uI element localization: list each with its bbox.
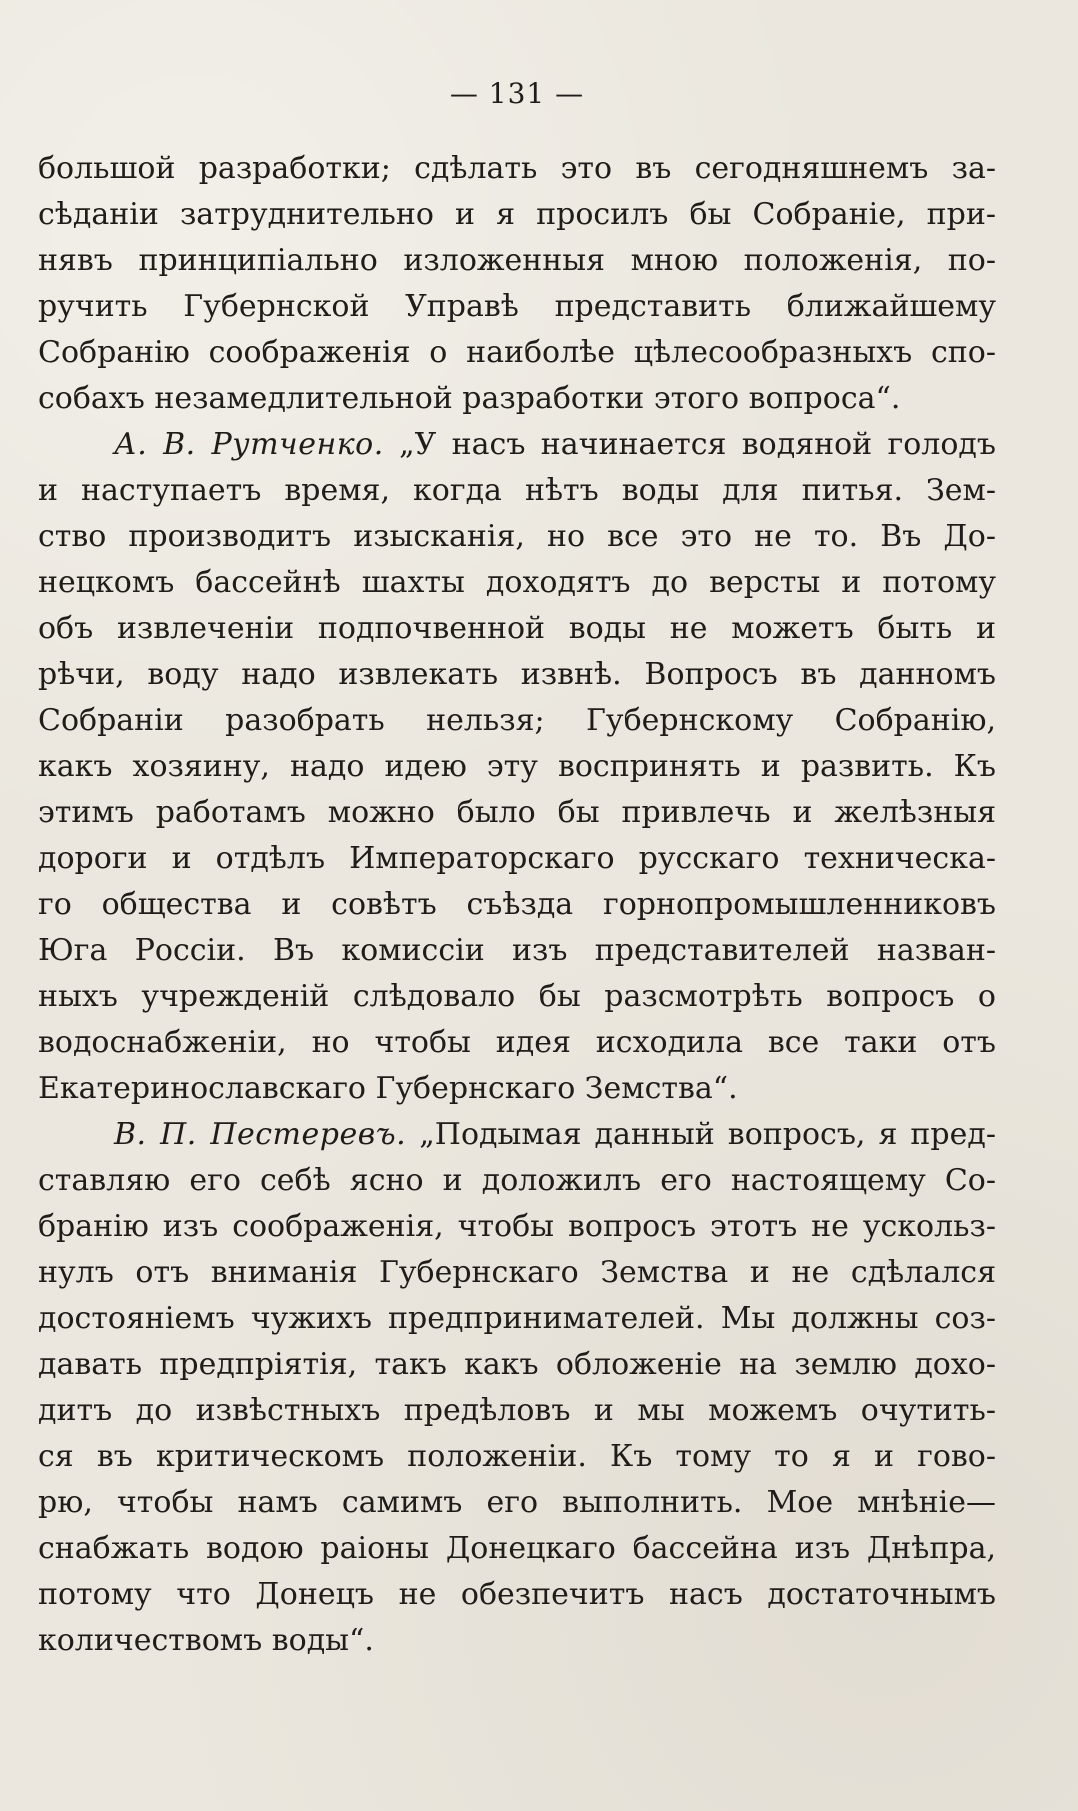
text-line: нулъ отъ вниманія Губернскаго Земства и не сдѣлался [38,1255,996,1290]
text-line: этимъ работамъ можно было бы привлечь и желѣзныя [38,795,996,830]
text-line: снабжать водою раіоны Донецкаго бассейна изъ Днѣпра, [38,1531,996,1566]
text-line: дороги и отдѣлъ Императорскаго русскаго техническа- [38,841,996,876]
body-text [38,146,996,1664]
text-line: Екатеринославскаго Губернскаго Земства“. [38,1071,738,1106]
text-line: собахъ незамедлительной разработки этого вопроса“. [38,381,901,416]
text-line: потому что Донецъ не обезпечитъ насъ достаточнымъ [38,1577,996,1612]
speaker-line [38,422,996,468]
speaker-name: А. В. Рутченко. [114,427,384,462]
text-line: Юга Россіи. Въ комиссіи изъ представителей назван- [38,933,996,968]
text-line: нецкомъ бассейнѣ шахты доходятъ до версты и потому [38,565,996,600]
text-line: ство производитъ изысканія, но все это не то. Въ До- [38,519,996,554]
speaker-line [38,1112,996,1158]
text-line: ныхъ учрежденій слѣдовало бы разсмотрѣть вопросъ о [38,979,996,1014]
text-line: и наступаетъ время, когда нѣтъ воды для питья. Зем- [38,473,996,508]
text-line: рѣчи, воду надо извлекать извнѣ. Вопросъ въ данномъ [38,657,996,692]
text-line: количествомъ воды“. [38,1623,374,1658]
text-line: Собраніи разобрать нельзя; Губернскому Собранію, [38,703,996,738]
text-line: объ извлеченіи подпочвенной воды не можетъ быть и [38,611,996,646]
speech-start: „Подымая данный вопросъ, я пред- [419,1117,996,1152]
text-line: го общества и совѣтъ съѣзда горнопромышленниковъ [38,887,996,922]
text-line: рю, чтобы намъ самимъ его выполнить. Мое мнѣніе— [38,1485,996,1520]
text-line: ставляю его себѣ ясно и доложилъ его настоящему Со- [38,1163,996,1198]
text-line: какъ хозяину, надо идею эту воспринять и развить. Къ [38,749,996,784]
page-number: — 131 — [449,77,585,110]
speech-start: „У насъ начинается водяной голодъ [399,427,996,462]
text-line: ся въ критическомъ положеніи. Къ тому то я и гово- [38,1439,996,1474]
text-line: нявъ принципіально изложенныя мною положенія, по- [38,243,996,278]
text-line: Собранію соображенія о наиболѣе цѣлесообразныхъ спо- [38,335,996,370]
text-line: давать предпріятія, такъ какъ обложеніе на землю дохо- [38,1347,996,1382]
text-line: ручить Губернской Управѣ представить ближайшему [38,289,996,324]
text-line: достояніемъ чужихъ предпринимателей. Мы должны соз- [38,1301,996,1336]
text-line: дитъ до извѣстныхъ предѣловъ и мы можемъ очутить- [38,1393,996,1428]
text-line: большой разработки; сдѣлать это въ сегодняшнемъ за- [38,151,996,186]
text-line: водоснабженіи, но чтобы идея исходила все таки отъ [38,1025,996,1060]
text-line: сѣданіи затруднительно и я просилъ бы Собраніе, при- [38,197,996,232]
speaker-name: В. П. Пестеревъ. [114,1117,407,1152]
text-line: бранію изъ соображенія, чтобы вопросъ этотъ не ускольз- [38,1209,996,1244]
